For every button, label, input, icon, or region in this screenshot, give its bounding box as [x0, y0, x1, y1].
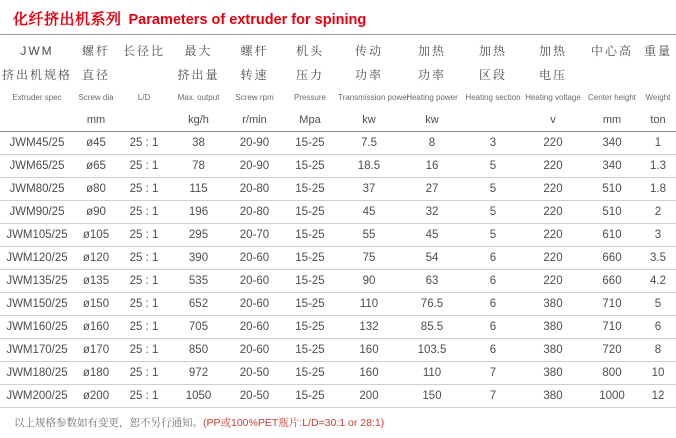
- header-unit-heating-power: kw: [400, 108, 464, 132]
- cell-JWM65/25-transmission-power: 18.5: [338, 155, 400, 178]
- cell-JWM120/25-l-d: 25 : 1: [118, 247, 170, 270]
- cell-JWM200/25-heating-power: 150: [400, 385, 464, 408]
- cell-JWM200/25-l-d: 25 : 1: [118, 385, 170, 408]
- cell-JWM135/25-heating-power: 63: [400, 270, 464, 293]
- header-unit-screw-rpm: r/min: [227, 108, 282, 132]
- cell-JWM170/25-heating-power: 103.5: [400, 339, 464, 362]
- header-row-en: [0, 86, 676, 108]
- table-row-JWM200/25: [0, 385, 676, 408]
- cell-JWM135/25-screw-rpm: 20-60: [227, 270, 282, 293]
- table-row-JWM90/25: [0, 201, 676, 224]
- cell-JWM160/25-screw-rpm: 20-60: [227, 316, 282, 339]
- cell-JWM65/25-max-output: 78: [170, 155, 227, 178]
- table-row-JWM45/25: [0, 132, 676, 155]
- table-row-JWM150/25: [0, 293, 676, 316]
- header-en-l-d: L/D: [137, 92, 151, 102]
- footer-note-text: 以上规格参数如有变更，恕不另行通知。: [14, 417, 203, 429]
- cell-JWM90/25-screw-dia: ø90: [74, 201, 118, 224]
- cell-JWM180/25-heating-power: 110: [400, 362, 464, 385]
- cell-JWM65/25-pressure: 15-25: [282, 155, 338, 178]
- cell-JWM160/25-max-output: 705: [170, 316, 227, 339]
- cell-JWM90/25-extruder-spec: JWM90/25: [0, 201, 74, 224]
- cell-JWM135/25-weight: 4.2: [640, 270, 676, 293]
- cell-JWM200/25-max-output: 1050: [170, 385, 227, 408]
- header-zh_line1-screw-dia: 螺杆: [81, 44, 110, 58]
- cell-JWM160/25-pressure: 15-25: [282, 316, 338, 339]
- cell-JWM90/25-heating-section: 5: [464, 201, 522, 224]
- cell-JWM180/25-max-output: 972: [170, 362, 227, 385]
- cell-JWM105/25-weight: 3: [640, 224, 676, 247]
- cell-JWM160/25-heating-section: 6: [464, 316, 522, 339]
- header-zh_line2-l-d: [118, 63, 170, 86]
- header-en-heating-section: Heating section: [465, 92, 521, 102]
- header-zh_line1-center-height: 中心高: [590, 44, 633, 58]
- header-zh_line2-center-height: [584, 63, 640, 86]
- header-unit-transmission-power: kw: [338, 108, 400, 132]
- header-zh_line2-transmission-power: 功率: [354, 68, 383, 82]
- cell-JWM200/25-extruder-spec: JWM200/25: [0, 385, 74, 408]
- header-zh_line2-heating-section: 区段: [478, 68, 507, 82]
- cell-JWM105/25-heating-section: 5: [464, 224, 522, 247]
- extruder-parameters-table: [0, 35, 676, 408]
- cell-JWM80/25-max-output: 115: [170, 178, 227, 201]
- table-row-JWM170/25: [0, 339, 676, 362]
- header-unit-max-output: kg/h: [170, 108, 227, 132]
- cell-JWM180/25-center-height: 800: [584, 362, 640, 385]
- cell-JWM150/25-heating-section: 6: [464, 293, 522, 316]
- cell-JWM160/25-heating-voltage: 380: [522, 316, 584, 339]
- header-unit-heating-voltage: v: [522, 108, 584, 132]
- cell-JWM170/25-heating-voltage: 380: [522, 339, 584, 362]
- cell-JWM135/25-heating-voltage: 220: [522, 270, 584, 293]
- header-zh_line1-pressure: 机头: [295, 44, 324, 58]
- cell-JWM150/25-heating-power: 76.5: [400, 293, 464, 316]
- cell-JWM80/25-screw-dia: ø80: [74, 178, 118, 201]
- cell-JWM80/25-heating-power: 27: [400, 178, 464, 201]
- cell-JWM200/25-transmission-power: 200: [338, 385, 400, 408]
- cell-JWM120/25-pressure: 15-25: [282, 247, 338, 270]
- cell-JWM45/25-heating-voltage: 220: [522, 132, 584, 155]
- cell-JWM150/25-weight: 5: [640, 293, 676, 316]
- cell-JWM170/25-screw-rpm: 20-60: [227, 339, 282, 362]
- cell-JWM45/25-weight: 1: [640, 132, 676, 155]
- cell-JWM45/25-center-height: 340: [584, 132, 640, 155]
- cell-JWM170/25-max-output: 850: [170, 339, 227, 362]
- cell-JWM80/25-screw-rpm: 20-80: [227, 178, 282, 201]
- cell-JWM135/25-extruder-spec: JWM135/25: [0, 270, 74, 293]
- header-zh_line1-max-output: 最大: [184, 44, 213, 58]
- cell-JWM80/25-weight: 1.8: [640, 178, 676, 201]
- cell-JWM180/25-heating-voltage: 380: [522, 362, 584, 385]
- cell-JWM80/25-transmission-power: 37: [338, 178, 400, 201]
- cell-JWM170/25-l-d: 25 : 1: [118, 339, 170, 362]
- cell-JWM105/25-heating-power: 45: [400, 224, 464, 247]
- cell-JWM80/25-extruder-spec: JWM80/25: [0, 178, 74, 201]
- cell-JWM160/25-weight: 6: [640, 316, 676, 339]
- cell-JWM45/25-max-output: 38: [170, 132, 227, 155]
- cell-JWM200/25-weight: 12: [640, 385, 676, 408]
- cell-JWM150/25-extruder-spec: JWM150/25: [0, 293, 74, 316]
- header-unit-center-height: mm: [584, 108, 640, 132]
- cell-JWM105/25-heating-voltage: 220: [522, 224, 584, 247]
- cell-JWM105/25-l-d: 25 : 1: [118, 224, 170, 247]
- table-body: [0, 132, 676, 408]
- header-en-pressure: Pressure: [293, 92, 326, 102]
- header-en-max-output: Max. output: [177, 92, 220, 102]
- table-row-JWM135/25: [0, 270, 676, 293]
- cell-JWM105/25-extruder-spec: JWM105/25: [0, 224, 74, 247]
- cell-JWM80/25-pressure: 15-25: [282, 178, 338, 201]
- cell-JWM135/25-pressure: 15-25: [282, 270, 338, 293]
- header-en-center-height: Center height: [587, 92, 637, 102]
- cell-JWM200/25-heating-voltage: 380: [522, 385, 584, 408]
- cell-JWM180/25-screw-dia: ø180: [74, 362, 118, 385]
- cell-JWM90/25-pressure: 15-25: [282, 201, 338, 224]
- header-zh_line2-max-output: 挤出量: [177, 68, 220, 82]
- cell-JWM105/25-center-height: 610: [584, 224, 640, 247]
- cell-JWM105/25-screw-dia: ø105: [74, 224, 118, 247]
- cell-JWM120/25-max-output: 390: [170, 247, 227, 270]
- cell-JWM200/25-heating-section: 7: [464, 385, 522, 408]
- header-zh_line2-screw-rpm: 转速: [240, 68, 269, 82]
- cell-JWM45/25-transmission-power: 7.5: [338, 132, 400, 155]
- page-title: [0, 0, 676, 35]
- cell-JWM150/25-screw-rpm: 20-60: [227, 293, 282, 316]
- header-zh_line2-weight: [640, 63, 676, 86]
- cell-JWM180/25-extruder-spec: JWM180/25: [0, 362, 74, 385]
- cell-JWM150/25-screw-dia: ø150: [74, 293, 118, 316]
- cell-JWM180/25-transmission-power: 160: [338, 362, 400, 385]
- cell-JWM150/25-heating-voltage: 380: [522, 293, 584, 316]
- header-zh_line1-l-d: 长径比: [122, 44, 165, 58]
- cell-JWM135/25-heating-section: 6: [464, 270, 522, 293]
- cell-JWM135/25-l-d: 25 : 1: [118, 270, 170, 293]
- table-row-JWM105/25: [0, 224, 676, 247]
- cell-JWM160/25-transmission-power: 132: [338, 316, 400, 339]
- cell-JWM200/25-screw-rpm: 20-50: [227, 385, 282, 408]
- cell-JWM150/25-transmission-power: 110: [338, 293, 400, 316]
- cell-JWM65/25-center-height: 340: [584, 155, 640, 178]
- cell-JWM45/25-pressure: 15-25: [282, 132, 338, 155]
- cell-JWM135/25-screw-dia: ø135: [74, 270, 118, 293]
- cell-JWM105/25-transmission-power: 55: [338, 224, 400, 247]
- cell-JWM45/25-l-d: 25 : 1: [118, 132, 170, 155]
- cell-JWM90/25-max-output: 196: [170, 201, 227, 224]
- table-row-JWM160/25: [0, 316, 676, 339]
- cell-JWM65/25-l-d: 25 : 1: [118, 155, 170, 178]
- cell-JWM45/25-screw-dia: ø45: [74, 132, 118, 155]
- cell-JWM170/25-screw-dia: ø170: [74, 339, 118, 362]
- header-zh_line2-screw-dia: 直径: [81, 68, 110, 82]
- cell-JWM170/25-heating-section: 6: [464, 339, 522, 362]
- cell-JWM180/25-pressure: 15-25: [282, 362, 338, 385]
- cell-JWM65/25-screw-rpm: 20-90: [227, 155, 282, 178]
- header-unit-weight: ton: [640, 108, 676, 132]
- cell-JWM90/25-weight: 2: [640, 201, 676, 224]
- cell-JWM80/25-l-d: 25 : 1: [118, 178, 170, 201]
- cell-JWM135/25-center-height: 660: [584, 270, 640, 293]
- header-zh_line1-extruder-spec: JWM: [20, 43, 54, 58]
- header-en-weight: Weight: [645, 92, 671, 102]
- cell-JWM90/25-heating-voltage: 220: [522, 201, 584, 224]
- cell-JWM170/25-transmission-power: 160: [338, 339, 400, 362]
- cell-JWM120/25-screw-dia: ø120: [74, 247, 118, 270]
- header-zh_line1-heating-voltage: 加热: [538, 44, 567, 58]
- header-unit-pressure: Mpa: [282, 108, 338, 132]
- cell-JWM120/25-heating-power: 54: [400, 247, 464, 270]
- header-row-zh_line1: [0, 35, 676, 63]
- cell-JWM45/25-heating-section: 3: [464, 132, 522, 155]
- cell-JWM180/25-heating-section: 7: [464, 362, 522, 385]
- cell-JWM200/25-pressure: 15-25: [282, 385, 338, 408]
- cell-JWM180/25-l-d: 25 : 1: [118, 362, 170, 385]
- cell-JWM80/25-heating-section: 5: [464, 178, 522, 201]
- cell-JWM180/25-weight: 10: [640, 362, 676, 385]
- header-en-heating-power: Heating power: [406, 92, 458, 102]
- table-header: [0, 35, 676, 132]
- cell-JWM90/25-center-height: 510: [584, 201, 640, 224]
- cell-JWM160/25-extruder-spec: JWM160/25: [0, 316, 74, 339]
- cell-JWM45/25-screw-rpm: 20-90: [227, 132, 282, 155]
- cell-JWM150/25-max-output: 652: [170, 293, 227, 316]
- header-zh_line2-heating-voltage: 电压: [538, 68, 567, 82]
- table-row-JWM80/25: [0, 178, 676, 201]
- header-zh_line1-heating-power: 加热: [417, 44, 446, 58]
- header-zh_line1-screw-rpm: 螺杆: [240, 44, 269, 58]
- cell-JWM80/25-center-height: 510: [584, 178, 640, 201]
- header-en-screw-dia: Screw dia: [78, 92, 114, 102]
- cell-JWM65/25-screw-dia: ø65: [74, 155, 118, 178]
- cell-JWM150/25-l-d: 25 : 1: [118, 293, 170, 316]
- cell-JWM120/25-heating-voltage: 220: [522, 247, 584, 270]
- cell-JWM45/25-extruder-spec: JWM45/25: [0, 132, 74, 155]
- cell-JWM180/25-screw-rpm: 20-50: [227, 362, 282, 385]
- cell-JWM160/25-l-d: 25 : 1: [118, 316, 170, 339]
- header-row-unit: [0, 108, 676, 132]
- cell-JWM135/25-max-output: 535: [170, 270, 227, 293]
- header-unit-extruder-spec: [0, 108, 74, 132]
- cell-JWM65/25-heating-voltage: 220: [522, 155, 584, 178]
- header-en-extruder-spec: Extruder spec: [12, 92, 62, 102]
- table-row-JWM180/25: [0, 362, 676, 385]
- cell-JWM90/25-transmission-power: 45: [338, 201, 400, 224]
- cell-JWM65/25-weight: 1.3: [640, 155, 676, 178]
- cell-JWM170/25-pressure: 15-25: [282, 339, 338, 362]
- cell-JWM105/25-screw-rpm: 20-70: [227, 224, 282, 247]
- cell-JWM170/25-center-height: 720: [584, 339, 640, 362]
- header-unit-l-d: [118, 108, 170, 132]
- cell-JWM135/25-transmission-power: 90: [338, 270, 400, 293]
- cell-JWM65/25-extruder-spec: JWM65/25: [0, 155, 74, 178]
- header-en-transmission-power: Transmission power: [338, 92, 410, 102]
- cell-JWM120/25-screw-rpm: 20-60: [227, 247, 282, 270]
- cell-JWM105/25-pressure: 15-25: [282, 224, 338, 247]
- cell-JWM160/25-heating-power: 85.5: [400, 316, 464, 339]
- header-zh_line1-weight: 重量: [643, 44, 672, 58]
- cell-JWM170/25-extruder-spec: JWM170/25: [0, 339, 74, 362]
- header-unit-screw-dia: mm: [74, 108, 118, 132]
- cell-JWM150/25-center-height: 710: [584, 293, 640, 316]
- header-unit-heating-section: [464, 108, 522, 132]
- cell-JWM90/25-l-d: 25 : 1: [118, 201, 170, 224]
- cell-JWM120/25-heating-section: 6: [464, 247, 522, 270]
- cell-JWM65/25-heating-section: 5: [464, 155, 522, 178]
- page-title-en: Parameters of extruder for spining: [128, 12, 367, 28]
- cell-JWM200/25-center-height: 1000: [584, 385, 640, 408]
- cell-JWM150/25-pressure: 15-25: [282, 293, 338, 316]
- header-zh_line1-heating-section: 加热: [478, 44, 507, 58]
- table-row-JWM120/25: [0, 247, 676, 270]
- cell-JWM120/25-weight: 3.5: [640, 247, 676, 270]
- table-row-JWM65/25: [0, 155, 676, 178]
- header-en-heating-voltage: Heating voltage: [525, 92, 581, 102]
- header-zh_line2-heating-power: 功率: [417, 68, 446, 82]
- cell-JWM90/25-heating-power: 32: [400, 201, 464, 224]
- header-row-zh_line2: [0, 63, 676, 86]
- cell-JWM160/25-center-height: 710: [584, 316, 640, 339]
- cell-JWM120/25-extruder-spec: JWM120/25: [0, 247, 74, 270]
- cell-JWM170/25-weight: 8: [640, 339, 676, 362]
- cell-JWM120/25-center-height: 660: [584, 247, 640, 270]
- cell-JWM90/25-screw-rpm: 20-80: [227, 201, 282, 224]
- cell-JWM160/25-screw-dia: ø160: [74, 316, 118, 339]
- cell-JWM120/25-transmission-power: 75: [338, 247, 400, 270]
- cell-JWM105/25-max-output: 295: [170, 224, 227, 247]
- header-zh_line2-extruder-spec: 挤出机规格: [1, 68, 72, 82]
- cell-JWM200/25-screw-dia: ø200: [74, 385, 118, 408]
- cell-JWM65/25-heating-power: 16: [400, 155, 464, 178]
- cell-JWM45/25-heating-power: 8: [400, 132, 464, 155]
- page-title-zh: 化纤挤出机系列: [13, 11, 122, 28]
- cell-JWM80/25-heating-voltage: 220: [522, 178, 584, 201]
- header-zh_line1-transmission-power: 传动: [354, 44, 383, 58]
- footer-note-detail: (PP或100%PET瓶片:L/D=30:1 or 28:1): [203, 417, 385, 429]
- footer-note: [0, 408, 676, 430]
- header-en-screw-rpm: Screw rpm: [235, 92, 274, 102]
- header-zh_line2-pressure: 压力: [295, 68, 324, 82]
